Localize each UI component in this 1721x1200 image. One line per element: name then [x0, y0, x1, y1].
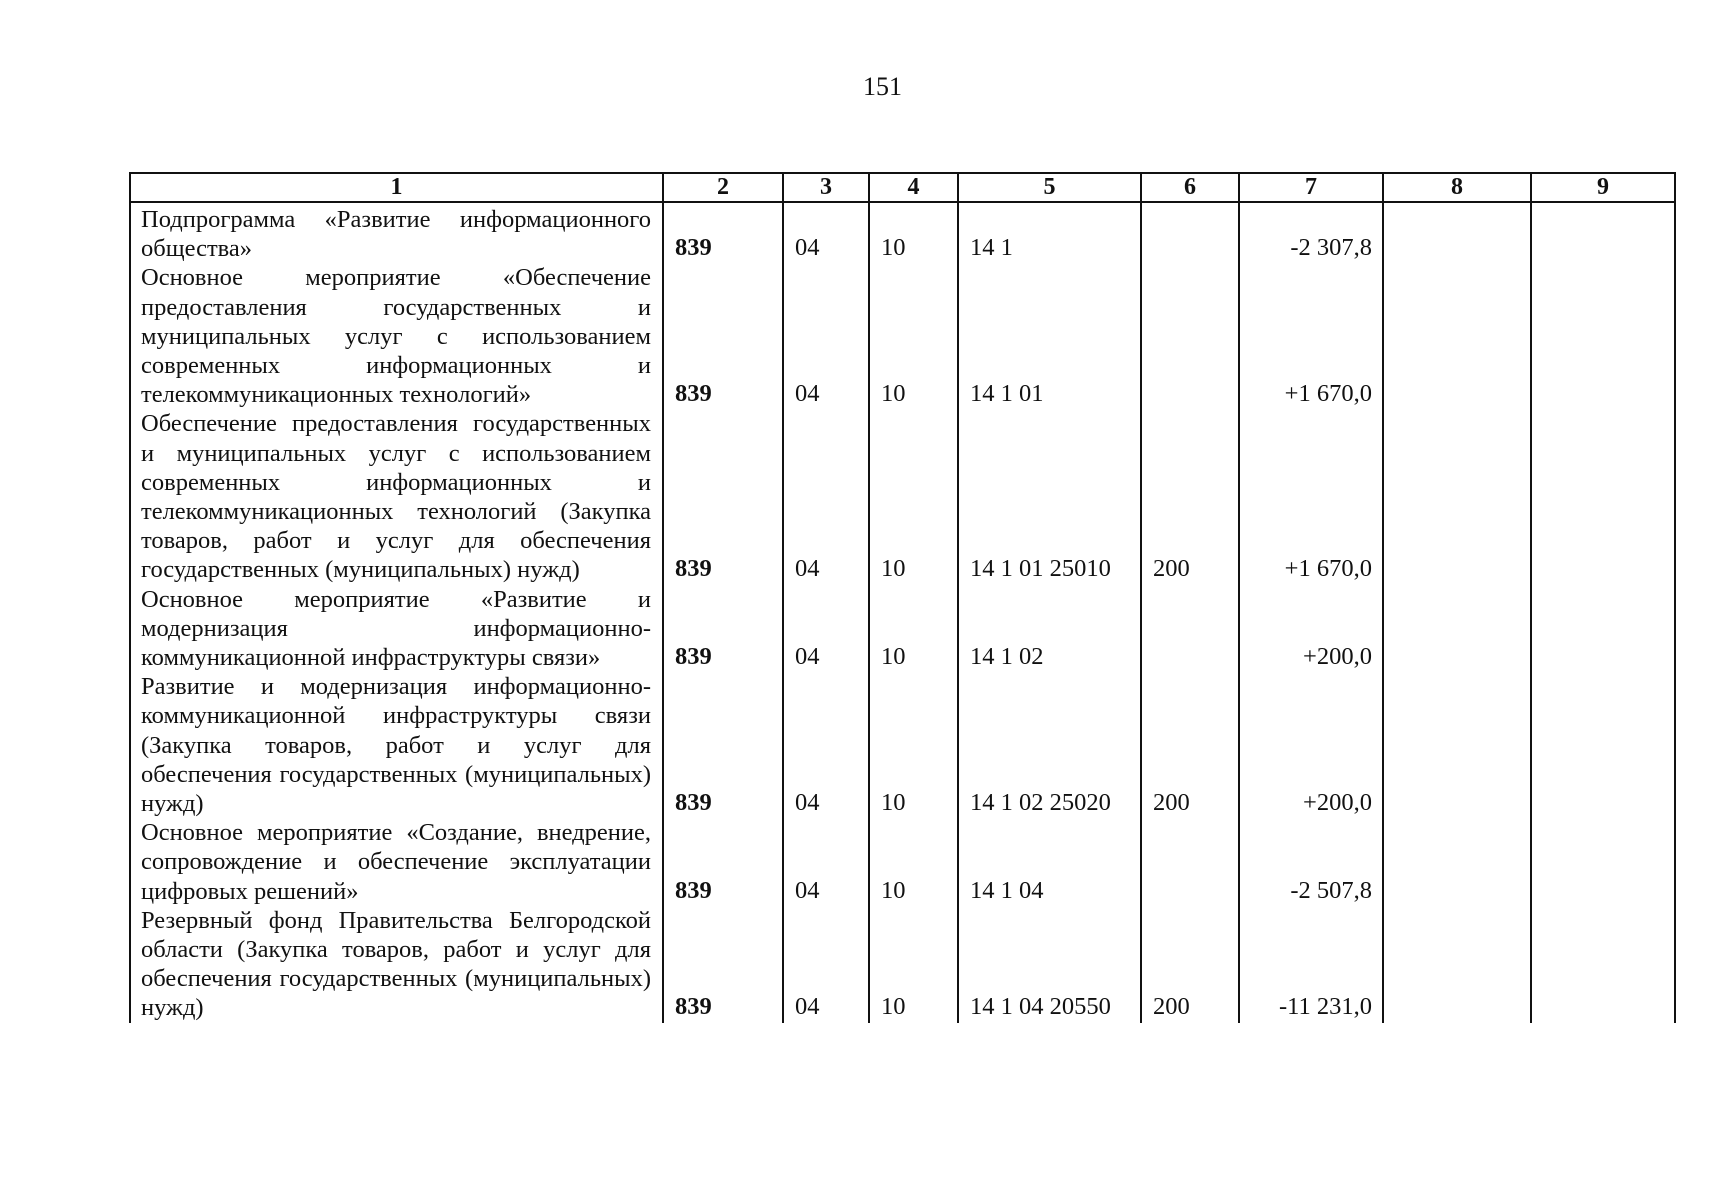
row-section: 04 — [783, 409, 869, 584]
row-col-8 — [1383, 818, 1531, 906]
row-ministry-code: 839 — [663, 818, 783, 906]
row-col-9 — [1531, 409, 1675, 584]
row-amount: +200,0 — [1239, 672, 1383, 818]
row-amount: +1 670,0 — [1239, 263, 1383, 409]
row-expense-type — [1141, 818, 1239, 906]
row-target-article: 14 1 — [958, 202, 1141, 263]
budget-table — [129, 172, 1676, 1023]
row-amount: +200,0 — [1239, 585, 1383, 673]
table-row — [130, 409, 1675, 584]
row-col-9 — [1531, 263, 1675, 409]
row-col-8 — [1383, 202, 1531, 263]
row-section: 04 — [783, 672, 869, 818]
row-ministry-code: 839 — [663, 263, 783, 409]
row-col-8 — [1383, 585, 1531, 673]
row-description: Основное мероприятие «Создание, внедрение, сопровождение и обеспечение эксплуатации цифровых решений» — [130, 818, 663, 906]
row-ministry-code: 839 — [663, 202, 783, 263]
row-col-9 — [1531, 202, 1675, 263]
row-section: 04 — [783, 263, 869, 409]
row-ministry-code: 839 — [663, 585, 783, 673]
row-col-8 — [1383, 409, 1531, 584]
row-col-9 — [1531, 818, 1675, 906]
table-row — [130, 672, 1675, 818]
row-section: 04 — [783, 585, 869, 673]
row-target-article: 14 1 01 25010 — [958, 409, 1141, 584]
row-subsection: 10 — [869, 263, 958, 409]
header-row — [130, 173, 1675, 202]
row-section: 04 — [783, 906, 869, 1023]
row-amount: -11 231,0 — [1239, 906, 1383, 1023]
header-col-6: 6 — [1141, 173, 1239, 202]
row-subsection: 10 — [869, 202, 958, 263]
header-col-7: 7 — [1239, 173, 1383, 202]
row-description: Основное мероприятие «Развитие и модернизация информационно-коммуникационной инфраструктуры связи» — [130, 585, 663, 673]
row-description: Резервный фонд Правительства Белгородской области (Закупка товаров, работ и услуг для обеспечения государственных (муниципальных) нужд) — [130, 906, 663, 1023]
row-expense-type: 200 — [1141, 409, 1239, 584]
row-subsection: 10 — [869, 672, 958, 818]
table-row — [130, 202, 1675, 263]
row-col-9 — [1531, 672, 1675, 818]
header-col-1: 1 — [130, 173, 663, 202]
row-target-article: 14 1 02 25020 — [958, 672, 1141, 818]
row-amount: -2 507,8 — [1239, 818, 1383, 906]
header-col-9: 9 — [1531, 173, 1675, 202]
row-expense-type — [1141, 202, 1239, 263]
row-col-9 — [1531, 585, 1675, 673]
row-ministry-code: 839 — [663, 672, 783, 818]
row-description: Подпрограмма «Развитие информационного общества» — [130, 202, 663, 263]
row-expense-type: 200 — [1141, 906, 1239, 1023]
row-col-8 — [1383, 263, 1531, 409]
row-expense-type — [1141, 585, 1239, 673]
row-expense-type — [1141, 263, 1239, 409]
row-description: Развитие и модернизация информационно-коммуникационной инфраструктуры связи (Закупка товаров, работ и услуг для обеспечения государственных (муниципальных) нужд) — [130, 672, 663, 818]
row-col-8 — [1383, 906, 1531, 1023]
row-ministry-code: 839 — [663, 409, 783, 584]
header-col-4: 4 — [869, 173, 958, 202]
row-section: 04 — [783, 202, 869, 263]
row-subsection: 10 — [869, 585, 958, 673]
header-col-8: 8 — [1383, 173, 1531, 202]
row-expense-type: 200 — [1141, 672, 1239, 818]
row-description: Основное мероприятие «Обеспечение предоставления государственных и муниципальных услуг с использованием современных информационных и телекоммуникационных технологий» — [130, 263, 663, 409]
table-row — [130, 585, 1675, 673]
row-amount: +1 670,0 — [1239, 409, 1383, 584]
header-col-5: 5 — [958, 173, 1141, 202]
row-section: 04 — [783, 818, 869, 906]
header-col-2: 2 — [663, 173, 783, 202]
row-target-article: 14 1 01 — [958, 263, 1141, 409]
row-col-8 — [1383, 672, 1531, 818]
row-target-article: 14 1 04 — [958, 818, 1141, 906]
row-ministry-code: 839 — [663, 906, 783, 1023]
row-subsection: 10 — [869, 818, 958, 906]
row-subsection: 10 — [869, 409, 958, 584]
table-row — [130, 818, 1675, 906]
row-description: Обеспечение предоставления государственных и муниципальных услуг с использованием современных информационных и телекоммуникационных технологий (Закупка товаров, работ и услуг для обеспечения государственных (муниципальных) нужд) — [130, 409, 663, 584]
table-row — [130, 906, 1675, 1023]
row-col-9 — [1531, 906, 1675, 1023]
page-number: 151 — [863, 72, 902, 101]
table-row — [130, 263, 1675, 409]
header-col-3: 3 — [783, 173, 869, 202]
row-target-article: 14 1 04 20550 — [958, 906, 1141, 1023]
row-subsection: 10 — [869, 906, 958, 1023]
row-target-article: 14 1 02 — [958, 585, 1141, 673]
row-amount: -2 307,8 — [1239, 202, 1383, 263]
